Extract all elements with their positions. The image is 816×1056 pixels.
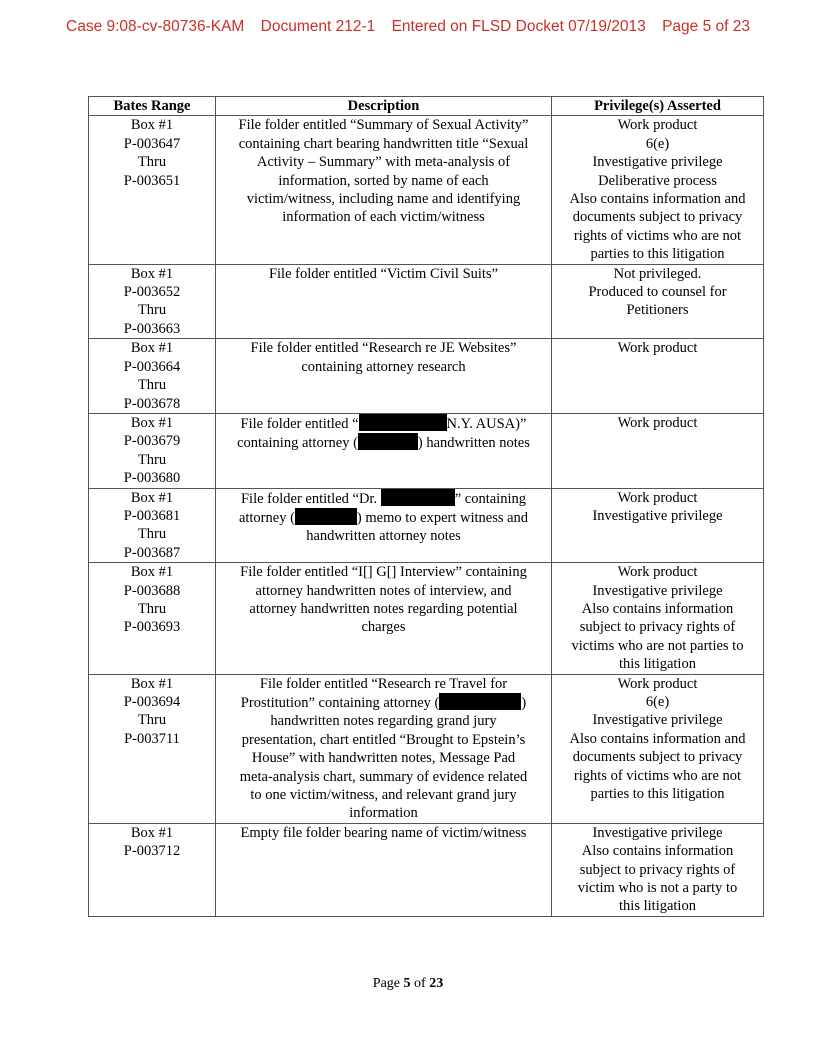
bates-end: P-003651: [123, 172, 181, 189]
document-number: Document 212-1: [260, 18, 376, 35]
description-cell: [216, 264, 552, 339]
bates-start: P-003679: [123, 433, 181, 450]
privilege-line: Also contains information: [581, 843, 734, 860]
privilege-line: documents subject to privacy: [572, 749, 743, 766]
bates-end: P-003687: [123, 544, 181, 561]
privilege-line: Petitioners: [626, 302, 689, 319]
description-cell: [216, 413, 552, 488]
privilege-line: 6(e): [645, 694, 670, 710]
description-text: ): [521, 695, 527, 711]
privilege-line: victims who are not parties to: [571, 637, 744, 654]
description-line: [219, 433, 548, 452]
privilege-line: Investigative privilege: [592, 824, 723, 841]
privilege-line: 6(e): [645, 135, 670, 152]
bates-cell: [89, 264, 216, 339]
description-line: [219, 414, 548, 433]
description-line: Activity – Summary” with meta-analysis of: [256, 154, 511, 171]
privilege-cell: [552, 339, 764, 414]
privilege-log-table: [88, 96, 764, 917]
description-line: information of each victim/witness: [282, 209, 485, 226]
table-row: [89, 674, 764, 823]
redaction-box: [358, 433, 418, 450]
privilege-line: Also contains information and: [569, 730, 746, 747]
footer-prefix: Page: [372, 976, 401, 991]
privilege-line: subject to privacy rights of: [579, 619, 736, 636]
bates-thru: Thru: [137, 377, 167, 394]
docket-page: Page 5 of 23: [662, 18, 750, 35]
case-number: Case 9:08-cv-80736-KAM: [66, 18, 245, 35]
description-text: ) memo to expert witness and: [356, 509, 529, 526]
table-row: [89, 563, 764, 674]
privilege-line: Work product: [617, 117, 698, 134]
privilege-line: Not privileged.: [613, 265, 702, 282]
bates-thru: Thru: [137, 154, 167, 171]
description-text: Prostitution” containing attorney (: [240, 695, 440, 711]
table-row: [89, 264, 764, 339]
bates-end: P-003693: [123, 619, 181, 636]
privilege-line: Investigative privilege: [592, 712, 723, 729]
bates-box: Box #1: [130, 414, 174, 431]
description-line: information: [349, 805, 418, 822]
page-footer: [0, 976, 816, 992]
bates-cell: [89, 823, 216, 916]
bates-cell: [89, 488, 216, 563]
description-line: attorney handwritten notes of interview, and: [255, 582, 512, 599]
table-header-row: [89, 97, 764, 116]
privilege-line: Work product: [617, 675, 698, 692]
privilege-line: Work product: [617, 340, 698, 357]
column-header-privilege: Privilege(s) Asserted: [552, 97, 764, 116]
bates-end: P-003711: [124, 730, 180, 747]
bates-cell: [89, 563, 216, 674]
description-line: [219, 508, 548, 527]
bates-thru: Thru: [137, 600, 167, 617]
footer-of: of: [414, 976, 426, 991]
privilege-line: Investigative privilege: [592, 154, 723, 171]
bates-cell: [89, 674, 216, 823]
bates-thru: Thru: [137, 526, 167, 543]
description-line: to one victim/witness, and relevant grand jury: [250, 787, 517, 804]
privilege-cell: [552, 413, 764, 488]
bates-start: P-003647: [123, 135, 181, 152]
bates-thru: Thru: [137, 712, 167, 729]
bates-start: P-003681: [123, 507, 181, 524]
description-line: meta-analysis chart, summary of evidence related: [239, 768, 528, 785]
description-cell: [216, 488, 552, 563]
docket-header: [0, 18, 816, 36]
privilege-line: Also contains information and: [569, 191, 746, 208]
bates-box: Box #1: [130, 265, 174, 282]
description-line: File folder entitled “Victim Civil Suits”: [268, 265, 499, 282]
description-line: attorney handwritten notes regarding potential: [249, 600, 518, 617]
description-line: charges: [361, 619, 406, 636]
redaction-box: [381, 489, 455, 506]
description-line: [219, 489, 548, 508]
docket-entry: Entered on FLSD Docket 07/19/2013: [391, 18, 646, 35]
description-text: attorney (: [238, 509, 295, 526]
description-text: N.Y. AUSA)”: [446, 415, 527, 432]
description-line: containing attorney research: [301, 358, 466, 375]
bates-start: P-003712: [123, 843, 181, 860]
description-line: File folder entitled “I[] G[] Interview” containing: [240, 564, 527, 581]
privilege-line: rights of victims who are not: [573, 227, 742, 244]
footer-page-number: 5: [403, 976, 411, 991]
privilege-line: Deliberative process: [598, 172, 717, 189]
privilege-line: Investigative privilege: [592, 507, 723, 524]
description-text: ) handwritten notes: [417, 435, 530, 452]
bates-start: P-003652: [123, 284, 181, 301]
bates-cell: [89, 413, 216, 488]
privilege-cell: [552, 674, 764, 823]
bates-thru: Thru: [137, 302, 167, 319]
bates-start: P-003664: [123, 358, 181, 375]
bates-box: Box #1: [130, 675, 174, 692]
description-line: containing chart bearing handwritten title “Sexual: [238, 135, 529, 152]
privilege-line: victim who is not a party to: [577, 880, 738, 897]
bates-cell: [89, 116, 216, 264]
table-row: [89, 488, 764, 563]
bates-end: P-003663: [123, 320, 181, 337]
privilege-line: parties to this litigation: [590, 786, 725, 803]
privilege-line: Produced to counsel for: [588, 284, 727, 301]
column-header-description: Description: [216, 97, 552, 116]
privilege-line: documents subject to privacy: [572, 209, 743, 226]
bates-start: P-003694: [123, 694, 181, 710]
privilege-cell: [552, 264, 764, 339]
description-text: ” containing: [454, 490, 526, 507]
table-row: [89, 413, 764, 488]
privilege-line: rights of victims who are not: [573, 767, 742, 784]
privilege-line: Also contains information: [581, 600, 734, 617]
privilege-cell: [552, 823, 764, 916]
bates-box: Box #1: [130, 117, 174, 134]
bates-thru: Thru: [137, 451, 167, 468]
redaction-box: [359, 414, 447, 431]
privilege-line: this litigation: [619, 656, 696, 673]
description-line: File folder entitled “Research re JE Websites”: [250, 340, 517, 357]
privilege-line: subject to privacy rights of: [579, 861, 736, 878]
privilege-cell: [552, 488, 764, 563]
description-line: Empty file folder bearing name of victim/witness: [240, 824, 527, 841]
description-line: information, sorted by name of each: [278, 172, 489, 189]
description-text: File folder entitled “: [240, 415, 359, 432]
description-text: File folder entitled “Dr.: [240, 490, 378, 507]
privilege-cell: [552, 116, 764, 264]
footer-total-pages: 23: [429, 976, 444, 991]
redaction-box: [439, 693, 521, 710]
bates-box: Box #1: [130, 824, 174, 841]
table-row: [89, 339, 764, 414]
description-line: handwritten notes regarding grand jury: [270, 713, 497, 730]
bates-cell: [89, 339, 216, 414]
privilege-line: Work product: [617, 489, 698, 506]
privilege-cell: [552, 563, 764, 674]
description-cell: [216, 563, 552, 674]
column-header-bates: Bates Range: [89, 97, 216, 116]
bates-end: P-003680: [123, 470, 181, 487]
description-line: [219, 693, 548, 712]
bates-start: P-003688: [123, 582, 181, 599]
privilege-line: Work product: [617, 414, 698, 431]
bates-box: Box #1: [130, 489, 174, 506]
privilege-line: parties to this litigation: [590, 246, 725, 263]
description-cell: [216, 823, 552, 916]
description-line: victim/witness, including name and identifying: [246, 191, 521, 208]
description-line: File folder entitled “Research re Travel for: [259, 675, 508, 692]
redaction-box: [295, 508, 357, 525]
table-row: [89, 823, 764, 916]
description-text: containing attorney (: [237, 435, 358, 452]
privilege-line: Work product: [617, 564, 698, 581]
description-line: House” with handwritten notes, Message Pad: [251, 750, 516, 767]
description-cell: [216, 674, 552, 823]
description-line: handwritten attorney notes: [306, 528, 461, 545]
bates-end: P-003678: [123, 395, 181, 412]
description-line: presentation, chart entitled “Brought to Epstein’s: [241, 731, 526, 748]
bates-box: Box #1: [130, 564, 174, 581]
privilege-line: Investigative privilege: [592, 582, 723, 599]
description-cell: [216, 339, 552, 414]
description-line: File folder entitled “Summary of Sexual Activity”: [238, 117, 529, 134]
description-cell: [216, 116, 552, 264]
privilege-line: this litigation: [619, 898, 696, 915]
table-row: [89, 116, 764, 264]
bates-box: Box #1: [130, 340, 174, 357]
